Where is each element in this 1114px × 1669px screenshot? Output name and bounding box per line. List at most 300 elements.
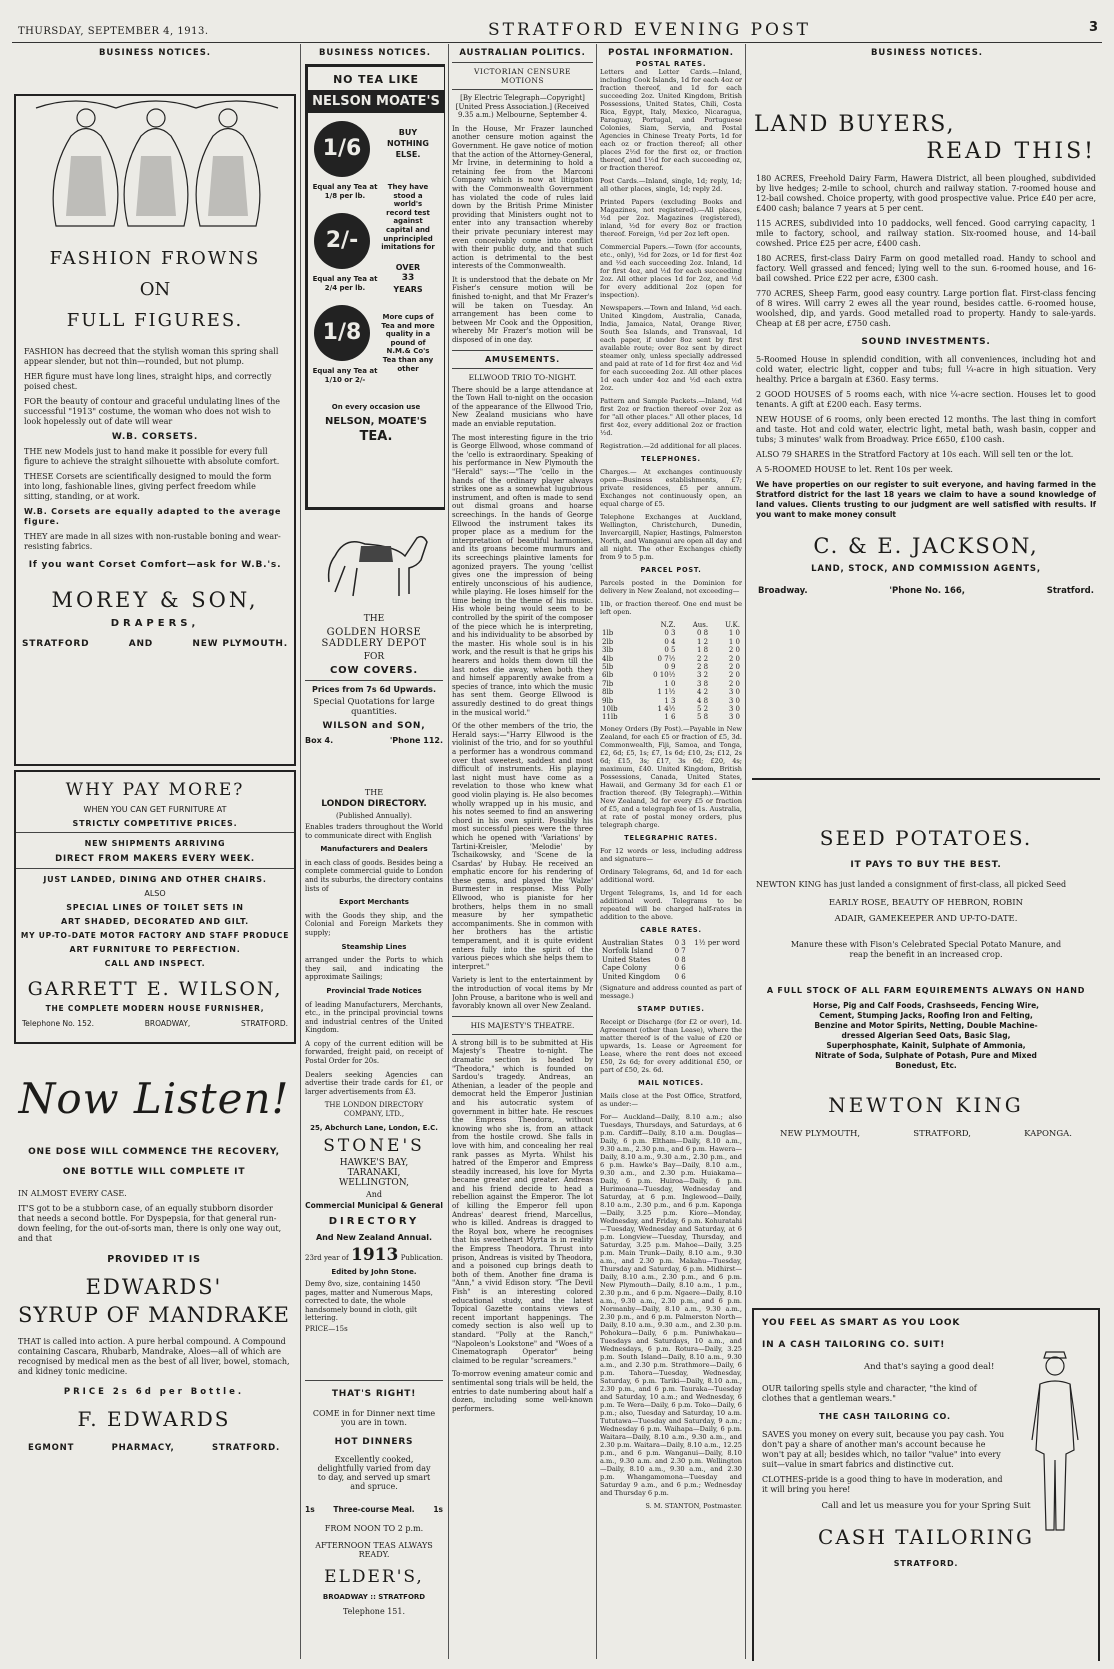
listing: 115 ACRES, subdivided into 10 paddocks, well fenced. Good carrying capacity, 1 mile to factory, school, and railway station. Six-roomed house, and 14-bail cowshed. Price £25 per acre, £400 cash. (756, 219, 1096, 248)
brand-product: TEA. (359, 428, 393, 444)
dateline: [By Electric Telegraph—Copyright] [United Press Association.] (Received 9.35 a.m.) Melbourne, September 4. (455, 94, 590, 120)
table-row (600, 705, 742, 713)
table-row (600, 680, 742, 688)
town: KAPONGA. (1024, 1129, 1072, 1139)
product-name: EDWARDS' (85, 1275, 223, 1299)
listing: NEW HOUSE of 6 rooms, only been erected 12 months. The last thing in comfort and taste. Hot and cold water, electric light, metal bath, wash basin, copper and tubs; 3 minutes' walk from Broadway. Price £650, £100 cash. (756, 415, 1096, 444)
table-cell: 5 2 (696, 705, 709, 714)
wb-corsets-advert (14, 94, 296, 766)
table-cell: 8lb (602, 688, 614, 697)
postal-paragraph: Charges.— At exchanges continuously open—Business establishments, £7; private residences, £5 per annum. Exchanges not continuously open, an equal charge of £5. (600, 468, 742, 508)
body-paragraph: THAT is called into action. A pure herbal compound. A Compound containing Cascara, Rhubarb, Mandrake, Aloes—all of which are recognised by medical men as the best of all liver, bowel, stomach, and kidney tonic medicine. (18, 1337, 290, 1376)
sub-heading: Provincial Trade Notices (326, 986, 422, 995)
town: STRATFORD, (913, 1129, 971, 1139)
table-row (600, 939, 742, 947)
body-paragraph: CLOTHES-pride is a good thing to have in moderation, and it will bring you here! (762, 1475, 1003, 1494)
ad-line: ONE DOSE WILL COMMENCE THE RECOVERY, (28, 1147, 280, 1157)
table-cell: 4lb (602, 654, 614, 663)
sub-heading: CABLE RATES. (640, 925, 702, 934)
ad-line: ART FURNITURE TO PERFECTION. (69, 945, 241, 954)
table-cell: 1 4½ (657, 705, 676, 714)
ad-line: AFTERNOON TEAS ALWAYS READY. (315, 1541, 433, 1559)
table-cell: 3 0 (728, 688, 740, 697)
ad-line: NO TEA LIKE (333, 73, 419, 86)
opening-hours: FROM NOON TO 2 p.m. (324, 1524, 424, 1533)
column-rule (448, 44, 449, 1659)
company-name: THE LONDON DIRECTORY COMPANY, LTD., (324, 1101, 424, 1119)
ad-headline: IN A CASH TAILORING CO. SUIT! (762, 1340, 946, 1350)
table-cell: 3 8 (696, 679, 709, 688)
ad-line: And that's saying a good deal! (864, 1362, 995, 1372)
table-row (600, 671, 742, 679)
price-badge: 1/6 (314, 121, 370, 177)
ad-line: DIRECTORY (328, 1216, 420, 1227)
stock-list: Horse, Pig and Calf Foods, Crashseeds, Fencing Wire, Cement, Stumping Jacks, Roofing Iron and Felting, Benzine and Motor Spirits, Netting, Double Machine-dressed Algerian Seed Oats, Basic Slag, Superphosphate, Kainit, Sulphate of Ammonia, Nitrate of Soda, Sulphate of Potash, Pure and Mixed Bonedust, Etc. (812, 1001, 1040, 1070)
headline-land-buyers: LAND BUYERS, (754, 112, 956, 137)
ad-line: WHEN YOU CAN GET FURNITURE AT (83, 805, 227, 814)
newspaper-title: STRATFORD EVENING POST (488, 20, 811, 40)
postal-paragraph: Money Orders (By Post).—Payable in New Zealand, for each £5 or fraction of £5, 3d. Commonwealth, Fiji, Samoa, and Tonga, £2, 6d; £5, 1s; £7, 1s 6d; £10, 2s; £12, 2s 6d; £15, 3s; £17, 3s 6d; £20, 4s; maximum, £40. United Kingdom, British Possessions, Canada, United States, Hawaii, and Germany 3d for each £1 or fraction thereof. (By Telegraph).—Within New Zealand, 3d for every £5 or fraction of £5, and a telegraph fee of 1s. Australia, at rate of postal money orders, plus telegraph charge. (600, 724, 742, 829)
shop-tagline: THE COMPLETE MODERN HOUSE FURNISHER, (45, 1004, 265, 1013)
headline-why-pay-more: WHY PAY MORE? (65, 780, 245, 800)
postal-paragraph: Newspapers.—Town and Inland, ½d each. United Kingdom, Australia, Canada, India, Jamaica, Natal, Orange River, South Sea Islands, and Transvaal, 1d each paper, if under 8oz sent by first available route; over 8oz sent by direct steamer only, unless specially addressed and paid at rate of 1d for first 4oz and ½d for each succeeding 2oz. All other places 1d each under 4oz and ½d each extra 2oz. (600, 304, 742, 392)
sub-heading: Steamship Lines (341, 942, 407, 951)
mail-schedule: For— Auckland—Daily, 8.10 a.m.; also Tuesdays, Thursdays, and Saturdays, at 6 p.m. Cardiff—Daily, 8.10 a.m. Douglas—Daily, 6 p.m. Eltham—Daily, 8.10 a.m., 9.30 a.m., 2.30 p.m., and 6 p.m. Hawera—Daily, 8.10 a.m., 9.30 a.m., 2.30 p.m., and 6 p.m. Hawke's Bay—Daily, 8.10 a.m., 9.30 a.m., and 2.30 p.m. Huiakama—Daily, 6 p.m. Huiroa—Daily, 6 p.m. Hurimoana—Tuesday, Wednesday and Saturday, at 6 p.m. Inglewood—Daily, 8.10 a.m., 2.30 p.m., and 6 p.m. Kaponga—Daily, 3.25 p.m. Kiore—Monday, Wednesday, and Friday, 6 p.m. Kohuratahi—Tuesday, Wednesday and Saturday, at 6 p.m. Longview—Tuesday, Thursday, and Saturday, 3.25 p.m. Mahoe—Daily, 3.25 p.m. Main Trunk—Daily, 8.10 a.m., 9.30 a.m., and 2.30 p.m. Makahu—Tuesday, Thursday and Saturday, 6 p.m. Midhirst—Daily, 8.10 a.m., 2.30 p.m., and 6 p.m. New Plymouth—Daily, 8.10 a.m., 1 p.m., 2.30 p.m., and 6 p.m. Ngaere—Daily, 8.10 a.m., 9.30 a.m., 2.30 p.m., and 6 p.m. Normanby—Daily, 8.10 a.m., 9.30 a.m., 2.30 p.m., and 6 p.m. Palmerston North—Daily, 8.10 a.m., 9.30 a.m., and 2.30 p.m. Pohokura—Daily, 6 p.m. Puniwhakau—Tuesdays and Saturdays, 10 a.m., and Wednesdays, 6 p.m. Rotura—Daily, 3.25 p.m. South Island—Daily, 8.10 a.m., 9.30 a.m., and 2.30 p.m. Strathmore—Daily, 6 p.m. Tahora—Tuesday, Wednesday, Saturday, 6 p.m. Tariki—Daily, 8.10 a.m., 2.30 p.m., and 6 p.m. Tauraka—Tuesday and Saturday, 10 a.m.; and Wednesday, 6 p.m. Te Wera—Daily, 6 p.m. Toko—Daily, 6 p.m.; also, Tuesday and Saturday, 10 a.m. Tututawa—Tuesday and Saturday, 9 a.m.; Wednesday 6 p.m. Waihapa—Daily, 6 p.m. Waitara—Daily, 8.10 a.m., 9.30 a.m., and 2.30 p.m. Waitara—Daily, 8.10 a.m., 12.25 p.m., and 6 p.m. Wanganui—Daily, 8.10 a.m., 9.30 a.m. and 2.30 p.m. Wellington—Daily, 8.10 a.m., 9.30 a.m., and 2.30 p.m. Whangamomona—Tuesday and Saturday 9 a.m., and 6 p.m.; Wednesday and Thursday 6 p.m. (600, 1112, 742, 1497)
ad-line: CALL AND INSPECT. (104, 959, 206, 968)
elders-dining-advert (305, 1376, 443, 1661)
place: PHARMACY, (111, 1443, 175, 1453)
ad-line: ART SHADED, DECORATED AND GILT. (60, 917, 250, 926)
column-postal-information (600, 46, 742, 1661)
table-cell: 0 7½ (657, 654, 676, 663)
table-cell: 0 9 (664, 663, 676, 672)
section-header: BUSINESS NOTICES. (98, 48, 212, 58)
company-name: THE CASH TAILORING CO. (819, 1412, 951, 1421)
listing: 5-Roomed House in splendid condition, with all conveniences, including hot and cold water, electric light, copper and tubs; full ¼-acre in high situation. Very healthy. Price a bargain at £360. Easy terms. (756, 355, 1096, 384)
firm-name: WILSON and SON, (322, 721, 426, 731)
ad-line: WELLINGTON, (339, 1178, 409, 1188)
postal-paragraph: Telephone Exchanges at Auckland, Wellington, Christchurch, Dunedin, Invercargill, Napier, Hastings, Palmerston North, and Wanganui are open all day and all night. The other Exchanges chiefly from 9 to 5 p.m. (600, 513, 742, 561)
article-paragraph: It is understood that the debate on Mr Fisher's censure motion will be finished to-night, and that Mr Frazer's will be taken on Tuesday. An arrangement has been come to between Mr Cook and the Opposition, whereby Mr Frazer's motion will be disposed of in one day. (452, 275, 593, 345)
ad-line: PROVIDED IT IS (107, 1254, 201, 1265)
table-cell: 0 10½ (653, 671, 676, 680)
table-row (600, 973, 742, 981)
table-cell: 0 6 (674, 972, 686, 981)
ad-line: STRICTLY COMPETITIVE PRICES. (72, 819, 238, 828)
article-paragraph: To-morrow evening amateur comic and sentimental song trials will be held, the entries to date numbering about half a dozen, including some well-known performers. (452, 1370, 593, 1413)
table-cell: United Kingdom (602, 972, 661, 981)
price-badge: 2/- (314, 213, 370, 269)
corset-illustration (16, 96, 294, 236)
table-cell: 5 8 (696, 713, 709, 722)
phone-number: 'Phone 112. (389, 736, 443, 745)
table-cell: 2 0 (728, 679, 740, 688)
ad-line: Commercial Municipal & General (305, 1201, 443, 1210)
price-badge: 1/8 (314, 305, 370, 361)
article-headline: ELLWOOD TRIO TO-NIGHT. (468, 372, 577, 382)
article-paragraph: In the House, Mr Frazer launched another censure motion against the Government. He gave notice of motion that the action of the Attorney-General, Mr Irvine, in determining to hold a retaining fee from the Marconi Company which is now at litigation with the Commonwealth Government has violated the code of rules laid down by the British Prime Minister providing that Ministers ought not to enter into any transaction whereby their private pecuniary interest may even conceivably come into conflict with their public duty, and that such action is detrimental to the best interests of the Commonwealth. (452, 124, 593, 271)
nelson-moate-tea-advert (305, 64, 445, 510)
postal-paragraph: 1lb, or fraction thereof. One end must be left open. (600, 600, 742, 616)
table-row (600, 629, 742, 637)
article-paragraph: The most interesting figure in the trio is George Ellwood, whose command of the 'cello is extraordinary. Speaking of his performance in New Plymouth the "Herald" says:—"The 'cello in the hands of the ordinary player always strikes one as a somewhat lugubrious instrument, and often is made to send out dismal groans and hoarse screechings. In the hands of George Ellwood the instrument takes its proper place as a medium for the interpretation of beautiful harmonies, and its groans become murmurs and its screechings plaintive laments for agonized prayers. The young 'cellist gives one the impression of being entirely unconscious of his audience, while playing. He loses himself for the time being in the theme of his music. His whole being would seem to be controlled by the spirit of the composer of the piece which he is interpreting, and his individuality to be absorbed by the master. His whole soul is in his work, and the result is that he grips his hearers and holds them down till the last notes die away, when both they and himself apparently awake from a species of trance, into which the music has sent them. George Ellwood is assuredly destined to do great things in the musical world." (452, 433, 593, 717)
body-paragraph: HER figure must have long lines, straight hips, and correctly poised chest. (24, 372, 272, 391)
editor: Edited by John Stone. (331, 1268, 417, 1276)
listing: 180 ACRES, Freehold Dairy Farm, Hawera District, all been ploughed, subdivided by live hedges; 2-mile to school, church and railway station. 7-roomed house and 12-bail cowshed. Choice property, with good prospective value. Price £40 per acre, £400 cash; balance 7 years at 5 per cent. (756, 174, 1096, 213)
brand-name: NELSON, MOATE'S (325, 415, 427, 427)
gentleman-illustration (1020, 1350, 1090, 1540)
place: STRATFORD. (211, 1443, 280, 1453)
call-to-action: If you want Corset Comfort—ask for W.B.'s. (28, 560, 282, 570)
body-paragraph: Excellently cooked, delightfully varied from day to day, and served up smart and spruce. (317, 1455, 431, 1491)
town: NEW PLYMOUTH, (780, 1129, 861, 1139)
cable-rate-table (600, 939, 742, 981)
headline-read-this: READ THIS! (926, 139, 1096, 164)
body-paragraph: FOR the beauty of contour and graceful undulating lines of the successful "1913" costume, the woman who does not wish to look hopelessly out of date will wear (24, 397, 280, 426)
sub-heading: SOUND INVESTMENTS. (861, 337, 991, 347)
table-cell: 0 5 (664, 646, 676, 655)
table-cell: 7lb (602, 679, 614, 688)
headline-fashion-frowns: FASHION FROWNS (49, 248, 261, 269)
body-paragraph: SAVES you money on every suit, because you pay cash. You don't pay a share of another man's account because he won't pay at all; besides which, no tailor "value" into every suit—value in smart fabrics and distinctive cut. (762, 1430, 1005, 1469)
address: 25, Abchurch Lane, London, E.C. (310, 1123, 438, 1132)
table-cell: 1 3 (664, 696, 676, 705)
street: BROADWAY, (144, 1019, 191, 1028)
call-to-action: Call and let us measure you for your Spring Suit (821, 1501, 1031, 1511)
conjunction: AND (128, 639, 154, 649)
table-row (600, 638, 742, 646)
table-cell (688, 947, 742, 955)
table-cell: 4 2 (696, 688, 709, 697)
table-cell: Australian States (602, 938, 664, 947)
body-paragraph: A copy of the current edition will be forwarded, freight paid, on receipt of Postal Order for 20s. (305, 1039, 443, 1066)
listing: ALSO 79 SHARES in the Stratford Factory at 10s each. Will sell ten or the lot. (756, 450, 1074, 459)
column-business-notices-2 (305, 46, 445, 1661)
table-cell: 2 0 (728, 663, 740, 672)
london-directory-advert (305, 788, 443, 1132)
table-cell: 3 0 (728, 696, 740, 705)
body-paragraph: Dealers seeking Agencies can advertise their trade cards for £1, or larger advertisements from £3. (305, 1070, 443, 1096)
sub-heading: TELEPHONES. (641, 455, 701, 463)
body-paragraph: arranged under the Ports to which they sail, and indicating the approximate Sailings; (305, 956, 443, 982)
postal-paragraph: Registration.—2d additional for all places. (600, 442, 742, 450)
ad-line: They have stood a world's record test against capital and unprincipled imitations for (381, 183, 435, 252)
table-header-cell: Aus. (692, 621, 709, 629)
table-cell: 1 6 (664, 713, 676, 722)
stones-directory-advert (305, 1136, 443, 1366)
ad-line: FOR (363, 652, 385, 662)
headline-seed-potatoes: SEED POTATOES. (819, 826, 1033, 850)
brand-banner: NELSON MOATE'S (308, 90, 444, 113)
price: PRICE 2s 6d per Bottle. (63, 1387, 245, 1397)
postal-paragraph: Receipt or Discharge (for £2 or over), 1d. Agreement (other than Lease), where the matter thereof is of the value of £20 or upwards, 1s. Lease or Agreement for Lease, where the rent does not exceed £50, 2s 6d; for every additional £50, or part of £50, 2s. 6d. (600, 1017, 742, 1074)
ad-line: ALSO (144, 889, 166, 898)
headline-on: ON (139, 279, 171, 300)
meal-name: Three-course Meal. (333, 1505, 415, 1514)
newton-king-advert (752, 826, 1100, 1226)
table-cell: 0 3 (674, 938, 686, 947)
table-cell: 3 0 (728, 713, 740, 722)
sub-heading: POSTAL RATES. (635, 60, 707, 68)
street: Broadway. (758, 586, 808, 596)
column-news (452, 46, 593, 1661)
publication-name: STONE'S (323, 1136, 425, 1156)
cash-tailoring-advert (752, 1308, 1100, 1661)
body-paragraph: in each class of goods. Besides being a complete commercial guide to London and its suburbs, the directory contains lists of (305, 858, 443, 893)
listing: We have properties on our register to suit everyone, and having farmed in the Stratford district for the last 18 years we claim to have a sound knowledge of land values. Clients trusting to our judgment are well satisfied with results. If you want to make money consult (756, 480, 1096, 519)
ad-line: ONE BOTTLE WILL COMPLETE IT (62, 1167, 246, 1177)
table-cell: 11lb (602, 713, 618, 722)
shop-name: MOREY & SON, (51, 588, 259, 612)
body-paragraph: with the Goods they ship, and the Colonial and Foreign Markets they supply; (305, 911, 443, 937)
table-row (600, 697, 742, 705)
column-business-notices-3 (752, 46, 1102, 1661)
table-cell: 0 3 (664, 629, 676, 638)
ad-line: BUY NOTHING ELSE. (387, 128, 429, 159)
sub-heading: Export Merchants (339, 898, 409, 907)
phone-number: Telephone 151. (342, 1607, 406, 1616)
town-new-plymouth: NEW PLYMOUTH. (192, 639, 288, 649)
ad-line: YEARS (393, 285, 423, 294)
listing: 2 GOOD HOUSES of 5 rooms each, with nice ¼-acre section. Houses let to good tenants. A gift at £200 each. Easy terms. (756, 390, 1096, 409)
table-cell: 1 8 (696, 646, 709, 655)
horse-illustration (305, 516, 443, 606)
postal-paragraph: Post Cards.—Inland, single, 1d; reply, 1d; all other places, single, 1d; reply 2d. (600, 177, 742, 193)
article-paragraph: A strong bill is to be submitted at His Majesty's Theatre to-night. The dramatic section is headed by "Theodora," which is founded on Sardou's tragedy. Andreas, an Athenian, a leader of the people and democrat held the Emperor Justinian and his autocratic system of government in bitter hate. He rescues the Empress Theodora, without knowing who she is, from an attack from the hostile crowd. She falls in love with him, and concealing her real rank passes as Myrta. Whilst his hatred of the Emperor and Empress steadily increased, his love for Myrta became greater and greater. Andreas and his friend decide to head a rebellion against the Emperor. The lot of killing the Emperor fell upon Andreas' dearest friend, Marcellus, who is killed. Andreas is dragged to the Royal box, where he recognises that his sweetheart Myrta is in reality the Empress Theodora. Thrust into prison, Andreas is visited by Theodora, and a poisoned cup brings death to both of them. Another fine drama is "Ann," a vivid Edison story. "The Devil Fish" is an interesting colored educational study, and the latest Topical Gazette contains views of recent important happenings. The comedy section is also well up to standard. "Polly at the Ranch," "Napoleon's Lookstone" and "Woes of a Cinematograph Operator" being claimed to be regular "screamers." (452, 1038, 593, 1365)
table-cell: 2lb (602, 637, 614, 646)
body-paragraph: Demy 8vo, size, containing 1450 pages, matter and Numerous Maps, corrected to date, the whole handsomely bound in cloth, gilt lettering. (305, 1280, 433, 1323)
table-row (600, 956, 742, 964)
publication-name: LONDON DIRECTORY. (321, 799, 427, 809)
town-stratford: STRATFORD (22, 639, 90, 649)
postal-paragraph: Letters and Letter Cards.—Inland, including Cook Islands, 1d for each 4oz or fraction thereof, and 1d for each succeeding 2oz. United Kingdom, British Possessions, United States, Chili, Costa Rica, Egypt, Italy, Mexico, Nicaragua, Paraguay, Portugal, and Portuguese Colonies, Siam, Servia, and Postal Agencies in Chinese Treaty Ports, 1d for each oz or fraction thereof; all other places 2½d for the first oz, or fraction thereof, and 1½d for each succeeding oz, or fraction thereof. (600, 68, 742, 172)
ad-line: (Published Annually). (336, 812, 412, 820)
table-cell: 9lb (602, 696, 614, 705)
sub-heading: PARCEL POST. (640, 566, 702, 574)
article-headline: HIS MAJESTY'S THEATRE. (470, 1020, 575, 1030)
body-paragraph: IT'S got to be a stubborn case, of an equally stubborn disorder that needs a second bottle. For Dyspepsia, for that general run-down feeling, for the out-of-sorts man, there is only one way out, and that (18, 1204, 282, 1243)
signature: S. M. STANTON, Postmaster. (645, 1501, 742, 1510)
postal-paragraph: For 12 words or less, including address and signature— (600, 846, 742, 863)
ad-line: THE (363, 614, 385, 624)
brand-name: W.B. CORSETS. (111, 432, 199, 442)
ad-headline: THAT'S RIGHT! (331, 1389, 417, 1399)
table-cell: 3lb (602, 646, 614, 655)
table-cell (688, 973, 742, 981)
table-cell: 6lb (602, 671, 614, 680)
table-cell: 3 0 (728, 705, 740, 714)
postal-paragraph: (Signature and address counted as part of message.) (600, 983, 742, 1000)
table-cell: Norfolk Island (602, 947, 653, 956)
postal-paragraph: Mails close at the Post Office, Stratford, as under:— (600, 1091, 742, 1108)
body-paragraph: COME in for Dinner next time you are in town. (312, 1409, 436, 1427)
article-paragraph: There should be a large attendance at the Town Hall to-night on the occasion of the appearance of the Ellwood Trio, New Zealand musicians who have made an enviable reputation. (452, 385, 593, 428)
postal-paragraph: Pattern and Sample Packets.—Inland, ½d first 2oz or fraction thereof over 2oz as for "all other places." All other places, 1d first 4oz, every additional 2oz or fraction ½d. (600, 397, 742, 437)
wilson-furniture-advert (14, 770, 296, 1044)
postal-paragraph: Parcels posted in the Dominion for delivery in New Zealand, not exceeding— (600, 579, 742, 595)
section-header: AUSTRALIAN POLITICS. (459, 48, 586, 58)
product: COW COVERS. (330, 665, 418, 676)
ad-line: NEW SHIPMENTS ARRIVING (84, 839, 226, 848)
table-cell: 1 0 (728, 637, 740, 646)
edwards-mandrake-advert (14, 1066, 294, 1661)
body-paragraph: Enables traders throughout the World to communicate direct with English (305, 823, 443, 840)
shop-name: GARRETT E. WILSON, (27, 978, 283, 1000)
body-paragraph: NEWTON KING has just landed a consignment of first-class, all picked Seed (756, 880, 1067, 889)
table-cell: 3 2 (696, 671, 709, 680)
ad-line: 33 (401, 273, 415, 283)
section-header: AMUSEMENTS. (484, 354, 561, 364)
table-cell: 0 8 (696, 629, 709, 638)
masthead (18, 18, 1098, 38)
price: Prices from 7s 6d Upwards. (312, 685, 436, 694)
listing: 770 ACRES, Sheep Farm, good easy country. Large portion flat. First-class fencing of 8 wires. Will carry 2 ewes all the year round, besides cattle. 6-roomed house, woolshed, dip, and yards. Good metalled road to property. Handy to sale-yards. Cheap at £8 per acre, £750 cash. (756, 289, 1096, 328)
table-row (600, 688, 742, 696)
ad-line: Special Quotations for large quantities. (313, 697, 435, 717)
body-paragraph: Manure these with Fison's Celebrated Special Potato Manure, and reap the benefit in an increased crop. (790, 940, 1062, 959)
table-cell: 1 0 (664, 679, 676, 688)
table-cell (688, 964, 742, 972)
table-cell: 0 8 (674, 955, 686, 964)
stock-headline: A FULL STOCK OF ALL FARM EQUIREMENTS ALWAYS ON HAND (766, 986, 1086, 995)
article-paragraph: Variety is lent to the entertainment by the introduction of vocal items by Mr John Prouse, a baritone who is well and favorably known all over New Zealand. (452, 976, 593, 1011)
column-business-notices-1 (14, 46, 296, 1661)
sub-headline: IT PAYS TO BUY THE BEST. (850, 860, 1002, 870)
table-cell: United States (602, 955, 651, 964)
firm-name: NEWTON KING (828, 1093, 1024, 1117)
table-cell: 1lb (602, 629, 614, 638)
shop-name: ELDER'S, (324, 1567, 424, 1587)
shop-trade: DRAPERS, (110, 618, 200, 629)
ad-line: And New Zealand Annual. (315, 1233, 433, 1242)
shop-name: GOLDEN HORSE SADDLERY DEPOT (321, 627, 427, 649)
place: EGMONT (28, 1443, 75, 1453)
sub-heading: TELEGRAPHIC RATES. (624, 833, 718, 842)
table-cell: 1 1½ (657, 688, 676, 697)
table-cell: 2 0 (728, 646, 740, 655)
town: Stratford. (1046, 586, 1094, 596)
ad-line: DIRECT FROM MAKERS EVERY WEEK. (55, 854, 255, 864)
price: PRICE—15s (305, 1324, 348, 1333)
ad-line: Publication. (400, 1254, 443, 1262)
firm-name: CASH TAILORING (818, 1525, 1034, 1549)
listing: A 5-ROOMED HOUSE to let. Rent 10s per week. (756, 465, 953, 474)
ad-line: THE (364, 788, 384, 797)
postal-paragraph: Urgent Telegrams, 1s, and 1d for each additional word. Telegrams to be repeated will be charged half-rates in addition to the above. (600, 888, 742, 921)
table-row (600, 646, 742, 654)
meal-price: 1s (433, 1505, 443, 1514)
golden-horse-saddlery-advert (305, 516, 443, 776)
masthead-rule (12, 42, 1102, 43)
body-paragraph: W.B. Corsets are equally adapted to the average figure. (24, 507, 282, 526)
address: BROADWAY :: STRATFORD (322, 1593, 426, 1601)
table-row (600, 947, 742, 955)
table-cell: 1 2 (696, 637, 709, 646)
body-paragraph: THEY are made in all sizes with non-rustable boning and wear-resisting fabrics. (24, 532, 281, 551)
ad-line: HAWKE'S BAY, (339, 1158, 409, 1168)
ad-line: On every occasion use (331, 403, 421, 411)
agent-trade: LAND, STOCK, AND COMMISSION AGENTS, (811, 564, 1041, 574)
ad-line: OVER (395, 263, 421, 272)
table-cell: 2 0 (728, 654, 740, 663)
table-header-cell: N.Z. (660, 621, 676, 629)
section-header: POSTAL INFORMATION. (608, 48, 734, 58)
postal-paragraph: Ordinary Telegrams, 6d, and 1d for each additional word. (600, 867, 742, 884)
table-cell: 10lb (602, 705, 618, 714)
script-headline: Now Listen! (18, 1074, 290, 1123)
ad-line: HOT DINNERS (334, 1437, 414, 1447)
ad-line: JUST LANDED, DINING AND OTHER CHAIRS. (43, 875, 267, 884)
jackson-land-advert (752, 66, 1100, 780)
postal-paragraph: Printed Papers (excluding Books and Magazines, not registered).—All places, ½d per 2oz. Magazines (registered), inland, ½d for every 8oz or fraction thereof. Foreign, ½d per 2oz left open. (600, 198, 742, 238)
sub-heading: STAMP DUTIES. (637, 1004, 705, 1013)
phone-number: 'Phone No. 166, (889, 586, 966, 596)
ad-line: MY UP-TO-DATE MOTOR FACTORY AND STAFF PRODUCE (20, 931, 290, 940)
ad-line: Equal any Tea at 1/10 or 2/- (312, 367, 378, 384)
listing: 180 ACRES, first-class Dairy Farm on good metalled road. Handy to school and factory. Well grassed and fenced; lying well to the sun. 6-roomed house, and 16-bail cowshed. Price £22 per acre, £300 cash. (756, 254, 1096, 283)
table-row (600, 713, 742, 721)
table-cell: 1 0 (728, 629, 740, 638)
agent-name: C. & E. JACKSON, (813, 534, 1039, 558)
headline-full-figures: FULL FIGURES. (66, 310, 244, 331)
body-paragraph: of leading Manufacturers, Merchants, etc., in the principal provincial towns and industrial centres of the United Kingdom. (305, 1000, 443, 1035)
body-paragraph: THESE Corsets are scientifically designed to mould the form into long, fashionable lines, giving perfect freedom while sitting, standing, or at work. (24, 472, 272, 501)
article-paragraph: Of the other members of the trio, the Herald says:—"Harry Ellwood is the violinist of the trio, and for so youthful a performer has a wondrous command over that sweetest, saddest and most difficult of instruments. His playing last night must have come as a revelation to those who knew what good violin playing is. He also becomes wholly wrapped up in his music, and his notes seemed to find an answering chord in his own spirit. Possibly his most successful pieces were the three which he opened with 'Variations' by Tartini-Kreisler, 'Melodie' by Tschaikowsky, and 'Scene de la Csardas' by Hubay. He received an emphatic encore for his rendering of these gems, and played the 'Walze' Burmester in response. Miss Polly Ellwood, who is pianiste for her brothers, helps them in no small measure by her sympathetic accompaniments. She in common with her brothers has the artistic temperament, and it is quite evident enters fully into the spirit of the various pieces which she helps them to interpret." (452, 722, 593, 971)
table-row (600, 655, 742, 663)
table-cell: 2 8 (696, 663, 709, 672)
table-cell: 1½ per word (694, 938, 740, 947)
body-paragraph: THE new Models just to hand make it possible for every full figure to achieve the straight silhouette with absolute comfort. (24, 447, 280, 466)
table-row (600, 964, 742, 972)
ad-line: IN ALMOST EVERY CASE. (18, 1189, 127, 1198)
column-rule (745, 44, 746, 1659)
body-paragraph: OUR tailoring spells style and character, "the kind of clothes that a gentleman wears." (762, 1384, 977, 1403)
box-number: Box 4. (305, 736, 334, 745)
table-cell: 2 2 (696, 654, 709, 663)
variety-list: ADAIR, GAMEKEEPER AND UP-TO-DATE. (834, 914, 1018, 924)
table-cell: 0 4 (664, 637, 676, 646)
phone-number: Telephone No. 152. (22, 1019, 95, 1028)
chemist-name: F. EDWARDS (77, 1407, 231, 1431)
column-rule (596, 44, 597, 1659)
ad-headline: YOU FEEL AS SMART AS YOU LOOK (762, 1318, 961, 1328)
page-number: 3 (1088, 20, 1098, 35)
sub-heading: MAIL NOTICES. (638, 1078, 704, 1087)
section-header: BUSINESS NOTICES. (318, 48, 432, 58)
ad-line: More cups of Tea and more quality in a pound of N.M.& Co's Tea than any other (381, 313, 435, 373)
table-cell (688, 956, 742, 964)
ad-line: And (365, 1190, 383, 1199)
product-name: SYRUP OF MANDRAKE (18, 1303, 290, 1327)
town: STRATFORD. (241, 1019, 288, 1028)
section-header: BUSINESS NOTICES. (870, 48, 984, 58)
table-header-cell: U.K. (725, 621, 740, 629)
table-cell: 2 0 (728, 671, 740, 680)
variety-list: EARLY ROSE, BEAUTY OF HEBRON, ROBIN (828, 898, 1024, 908)
issue-date: THURSDAY, SEPTEMBER 4, 1913. (18, 26, 209, 37)
meal-price: 1s (305, 1505, 315, 1514)
table-row (600, 663, 742, 671)
table-cell: Cape Colony (602, 964, 647, 973)
ad-line: TARANAKI, (347, 1168, 401, 1178)
edition-year: 1913 (351, 1245, 399, 1265)
table-cell: 0 7 (674, 947, 686, 956)
ad-line: 23rd year of (305, 1254, 349, 1262)
sub-heading: Manufacturers and Dealers (320, 845, 428, 854)
table-cell: 4 8 (696, 696, 709, 705)
ad-line: Equal any Tea at 2/4 per lb. (312, 275, 378, 292)
town: STRATFORD. (893, 1559, 959, 1568)
